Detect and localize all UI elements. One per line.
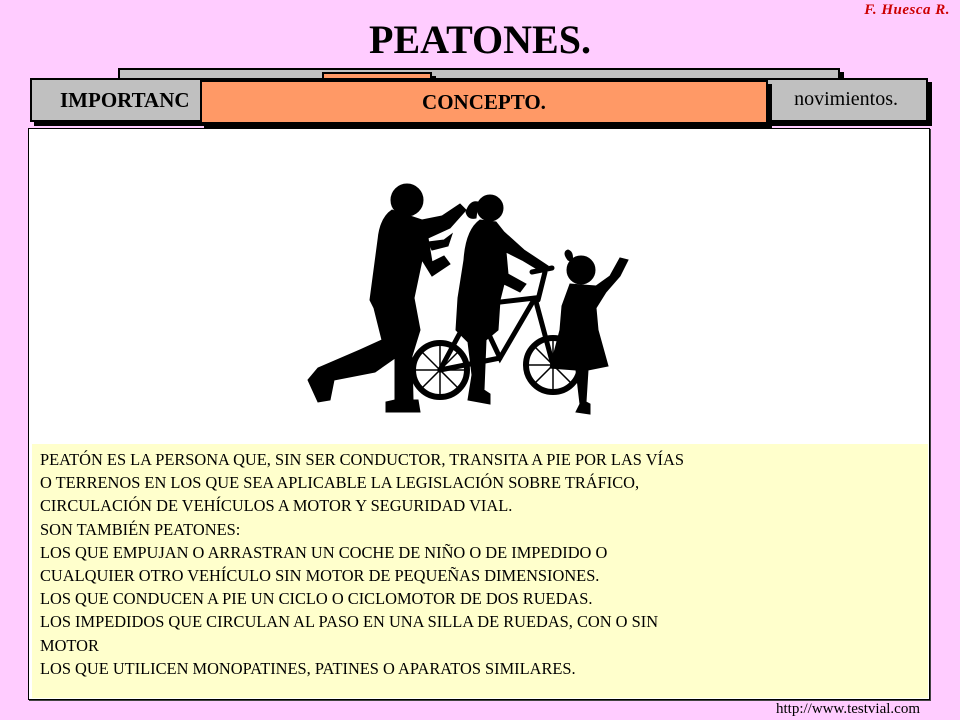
definition-line: CIRCULACIÓN DE VEHÍCULOS A MOTOR Y SEGURIDAD VIAL. xyxy=(40,496,513,516)
footer-url-link[interactable]: http://www.testvial.com xyxy=(775,701,920,717)
definition-line: SON TAMBIÉN PEATONES: xyxy=(40,519,241,539)
tab-movimientos-label: novimientos. xyxy=(794,88,898,110)
definition-line: O TERRENOS EN LOS QUE SEA APLICABLE LA LEGISLACIÓN SOBRE TRÁFICO, xyxy=(40,473,640,493)
definition-line: LOS QUE EMPUJAN O ARRASTRAN UN COCHE DE NIÑO O DE IMPEDIDO O xyxy=(40,542,608,562)
author-credit: F. Huesca R. xyxy=(864,2,950,18)
definition-line: MOTOR xyxy=(40,635,99,655)
tab-concepto[interactable]: CONCEPTO. xyxy=(200,80,768,124)
pedestrians-silhouette-icon xyxy=(300,180,645,425)
definition-line: LOS QUE UTILICEN MONOPATINES, PATINES O APARATOS SIMILARES. xyxy=(40,658,576,678)
definition-line: PEATÓN ES LA PERSONA QUE, SIN SER CONDUCTOR, TRANSITA A PIE POR LAS VÍAS xyxy=(40,450,684,469)
tab-importancia-label: IMPORTANC xyxy=(60,87,190,112)
page-title: PEATONES. xyxy=(369,17,591,62)
definition-textbox xyxy=(32,444,928,698)
definition-line: LOS QUE CONDUCEN A PIE UN CICLO O CICLOMOTOR DE DOS RUEDAS. xyxy=(40,589,593,609)
definition-line: LOS IMPEDIDOS QUE CIRCULAN AL PASO EN UNA SILLA DE RUEDAS, CON O SIN xyxy=(40,612,659,632)
definition-line: CUALQUIER OTRO VEHÍCULO SIN MOTOR DE PEQUEÑAS DIMENSIONES. xyxy=(40,566,600,586)
